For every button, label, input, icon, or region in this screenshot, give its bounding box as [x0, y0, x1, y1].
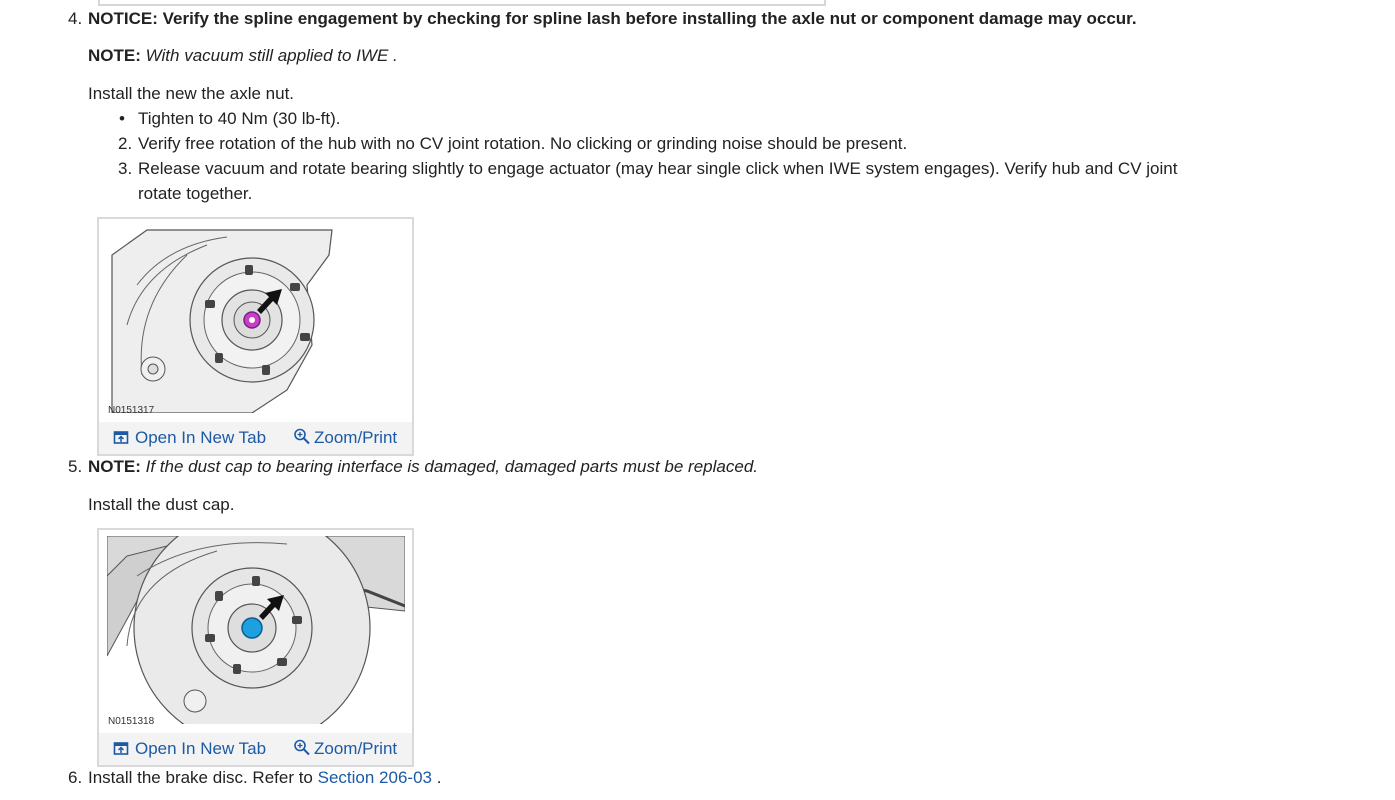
section-link[interactable]: Section 206-03: [317, 768, 432, 787]
torque-spec: Tighten to 40 Nm (30 lb-ft).: [138, 109, 341, 128]
bullet-dot: •: [119, 109, 125, 128]
open-new-tab-icon: [113, 739, 129, 757]
sub-step-number: 3.: [118, 159, 133, 178]
step-line: [88, 768, 441, 788]
step-number: 4.: [68, 9, 83, 28]
step-suffix: .: [436, 768, 442, 787]
hub-illustration: [107, 536, 405, 724]
sub-step-text: Release vacuum and rotate bearing slightly to engage actuator (may hear single click when IWE system engages). Verify hub and CV joint: [138, 159, 1178, 178]
sub-step-number: 2.: [118, 134, 133, 153]
step-number: 5.: [68, 457, 83, 476]
note-text: With vacuum still applied to IWE .: [145, 46, 398, 65]
figure-code: N0151317: [108, 405, 155, 416]
open-in-new-tab-label: Open In New Tab: [135, 739, 267, 758]
note-label: NOTE:: [88, 457, 141, 476]
figure-dust-cap: [97, 528, 414, 767]
note-text: If the dust cap to bearing interface is damaged, damaged parts must be replaced.: [145, 457, 758, 476]
open-in-new-tab-button[interactable]: [113, 428, 266, 448]
zoom-print-button[interactable]: [293, 428, 397, 448]
figure-code: N0151318: [108, 716, 155, 727]
instruction-text: Install the dust cap.: [88, 495, 235, 514]
magnifier-icon: [293, 739, 311, 757]
zoom-print-label: Zoom/Print: [314, 739, 398, 758]
figure-axle-nut: [97, 217, 414, 456]
sub-step-text-continued: rotate together.: [138, 184, 253, 203]
note-line: [88, 46, 398, 66]
figure-toolbar: [99, 422, 412, 454]
zoom-print-label: Zoom/Print: [314, 428, 398, 447]
open-in-new-tab-button[interactable]: [113, 739, 266, 759]
previous-figure-frame: [98, 0, 826, 6]
note-label: NOTE:: [88, 46, 141, 65]
open-new-tab-icon: [113, 428, 129, 446]
step-number: 6.: [68, 768, 83, 787]
zoom-print-button[interactable]: [293, 739, 397, 759]
step-text: Install the brake disc. Refer to: [88, 768, 313, 787]
open-in-new-tab-label: Open In New Tab: [135, 428, 267, 447]
magnifier-icon: [293, 428, 311, 446]
notice-text: NOTICE: Verify the spline engagement by checking for spline lash before installing the axle nut or component damage may occur.: [88, 9, 1137, 28]
note-line: [88, 457, 758, 477]
instruction-text: Install the new the axle nut.: [88, 84, 295, 103]
figure-toolbar: [99, 733, 412, 765]
hub-illustration: [107, 225, 405, 413]
sub-step-text: Verify free rotation of the hub with no CV joint rotation. No clicking or grinding noise should be present.: [138, 134, 908, 153]
